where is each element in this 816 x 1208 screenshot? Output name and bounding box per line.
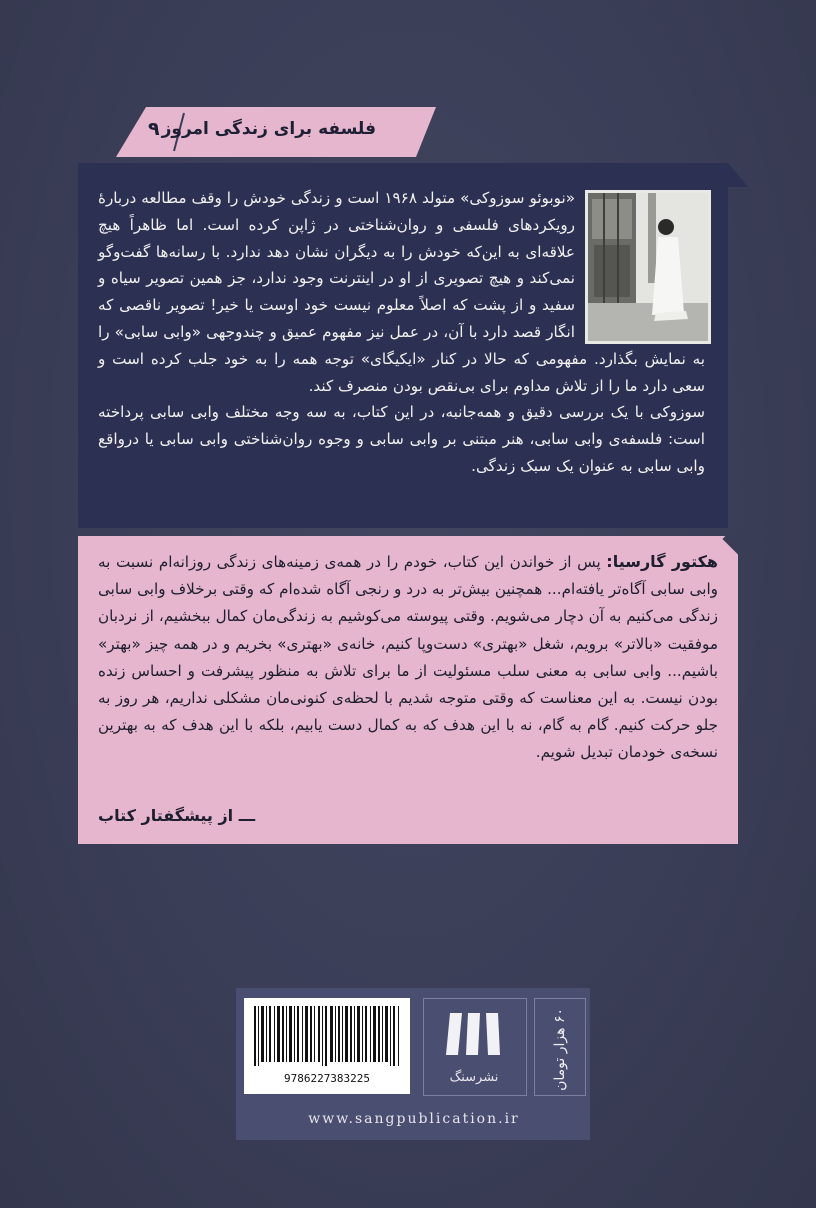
series-banner <box>116 107 436 157</box>
series-title: فلسفه برای زندگی امروز <box>161 119 376 139</box>
photo-spacer <box>575 185 705 337</box>
publisher-logo-icon <box>424 999 526 1069</box>
publisher-name: نشرسنگ <box>449 1070 499 1085</box>
series-number: ۹ <box>148 118 160 140</box>
blurb-text <box>98 185 705 480</box>
isbn-number: 9786227383225 <box>283 1072 371 1085</box>
website-url[interactable]: www.sangpublication.ir <box>308 1111 520 1127</box>
quote-source: ـــ از پیشگفتار کتاب <box>98 806 256 825</box>
blurb-paragraph-2: سوزوکی با یک بررسی دقیق و همه‌جانبه، در این کتاب، به سه وجه مختلف وابی سابی پرداخته است: فلسفه‌ی وابی سابی، هنر مبتنی بر وابی سابی و وجوه روان‌شناختی وابی سابی یا درواقع وابی سابی به عنوان یک سبک زندگی. <box>98 403 705 475</box>
quote-text <box>98 548 718 767</box>
quote-speaker: هکتور گارسیا: <box>606 552 718 571</box>
barcode-bars <box>244 998 410 1068</box>
blurb-paragraph-1: «نوبوئو سوزوکی» متولد ۱۹۶۸ است و زندگی خودش را وقف مطالعه دربارهٔ رویکردهای فلسفی و روان‌شناختی در ژاپن کرده است. اما ظاهراً هیچ علاقه‌ای به این‌که خودش را به دیگران نشان دهد ندارد. با رسانه‌ها گفت‌وگو نمی‌کند و هیچ تصویری از او در اینترنت وجود ندارد، جز همین تصویر سیاه و سفید و از پشت که اصلاً معلوم نیست خود اوست یا خیر! تصویر ناقصی که انگار قصد دارد با آن، در عمل نیز مفهوم عمیق و چندوجهی «وابی سابی» را به نمایش بگذارد. مفهومی که حالا در کنار «ایکیگای» توجه همه را به خود جلب کرده است و سعی دارد ما را از تلاش مداوم برای بی‌نقص بودن منصرف کند. <box>98 189 705 395</box>
quote-body: پس از خواندن این کتاب، خودم را در همه‌ی زمینه‌های زندگی روزانه‌ام نسبت به وابی سابی آگاه‌تر یافته‌ام... همچنین بیش‌تر به درد و رنجی آگاه شده‌ام که وقتی برخلاف وابی سابی زندگی می‌کنیم به آن دچار می‌شویم. وقتی پیوسته می‌کوشیم به زندگی‌مان کمال ببخشیم، از نردبان موفقیت «بالاتر» برویم، شغل «بهتری» دست‌وپا کنیم، خانه‌ی «بهتری» بخریم و در همه چیز «بهتر» باشیم... وابی سابی به معنی سلب مسئولیت از ما برای تلاش به منظور پیشرفت و احساس زنده بودن نیست. به این معناست که وقتی متوجه شدیم با لحظه‌ی کنونی‌مان مشکلی نداریم، هر روز به جلو حرکت کنیم. گام به گام، نه با این هدف که به کمال دست یابیم، بلکه با این هدف که به بهترین نسخه‌ی خودمان تبدیل شویم. <box>98 553 718 762</box>
price-label: ۶۰ هزار تومان <box>552 1008 568 1091</box>
blurb-notch <box>728 163 748 187</box>
